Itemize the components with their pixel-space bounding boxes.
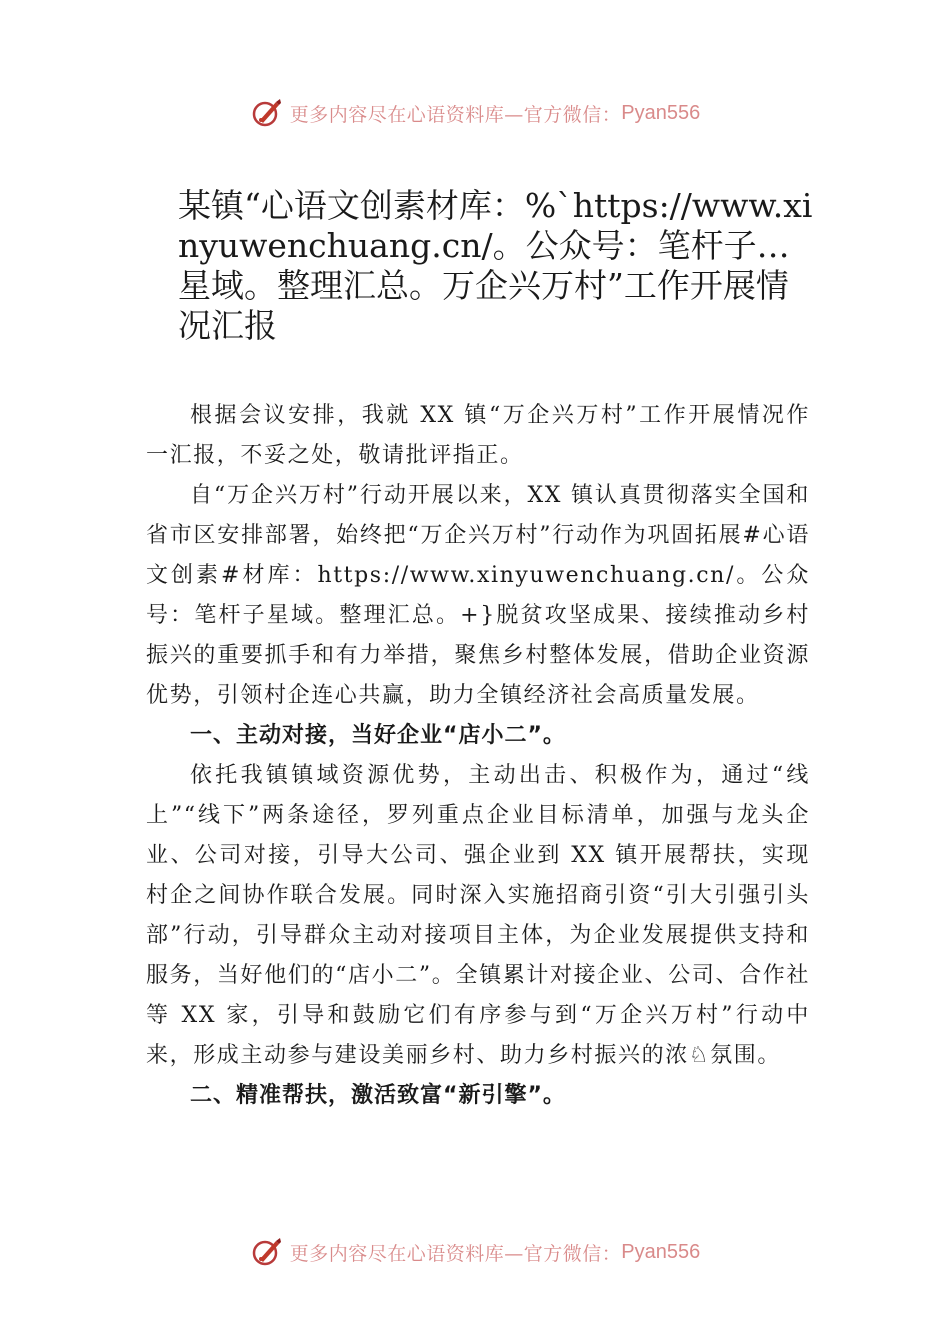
banner-text: 更多内容尽在心语资料库—官方微信：	[289, 1242, 622, 1265]
pen-logo-icon	[250, 1235, 284, 1269]
paragraph-intro: 根据会议安排，我就 XX 镇“万企兴万村”工作开展情况作一汇报，不妥之处，敬请批评指正。	[146, 403, 810, 468]
document-body	[146, 396, 810, 1116]
header-watermark-banner	[0, 93, 950, 133]
document-title: 某镇“心语文创素材库：%`https://www.xinyuwenchuang.cn/。公众号：笔杆子…星域。整理汇总。万企兴万村”工作开展情况汇报	[178, 186, 813, 345]
footer-watermark-banner	[0, 1232, 950, 1272]
paragraph-section-1: 依托我镇镇域资源优势，主动出击、积极作为，通过“线上”“线下”两条途径，罗列重点企业目标清单，加强与龙头企业、公司对接，引导大公司、强企业到 XX 镇开展帮扶，实现村企之间协作联合发展。同时深入实施招商引资“引大引强引头部”行动，引导群众主动对接项目主体，为企业发展提供支持和服务，当好他们的“店小二”。全镇累计对接企业、公司、合作社等 XX 家，引导和鼓励它们有序参与到“万企兴万村”行动中来，形成主动参与建设美丽乡村、助力乡村振兴的浓♘氛围。	[146, 763, 810, 1068]
section-heading-2: 二、精准帮扶，激活致富“新引擎”。	[190, 1083, 566, 1108]
banner-wechat-id: Pyan556	[621, 1240, 701, 1263]
section-heading-1: 一、主动对接，当好企业“店小二”。	[190, 723, 566, 748]
banner-wechat-id: Pyan556	[621, 101, 701, 124]
pen-logo-icon	[250, 96, 284, 130]
banner-text: 更多内容尽在心语资料库—官方微信：	[289, 103, 622, 126]
paragraph-overview: 自“万企兴万村”行动开展以来，XX 镇认真贯彻落实全国和省市区安排部署，始终把“万企兴万村”行动作为巩固拓展#心语文创素#材库：https://www.xinyuwenchuang.cn/。公众号：笔杆子星域。整理汇总。+}脱贫攻坚成果、接续推动乡村振兴的重要抓手和有力举措，聚焦乡村整体发展，借助企业资源优势，引领村企连心共赢，助力全镇经济社会高质量发展。	[146, 483, 810, 708]
